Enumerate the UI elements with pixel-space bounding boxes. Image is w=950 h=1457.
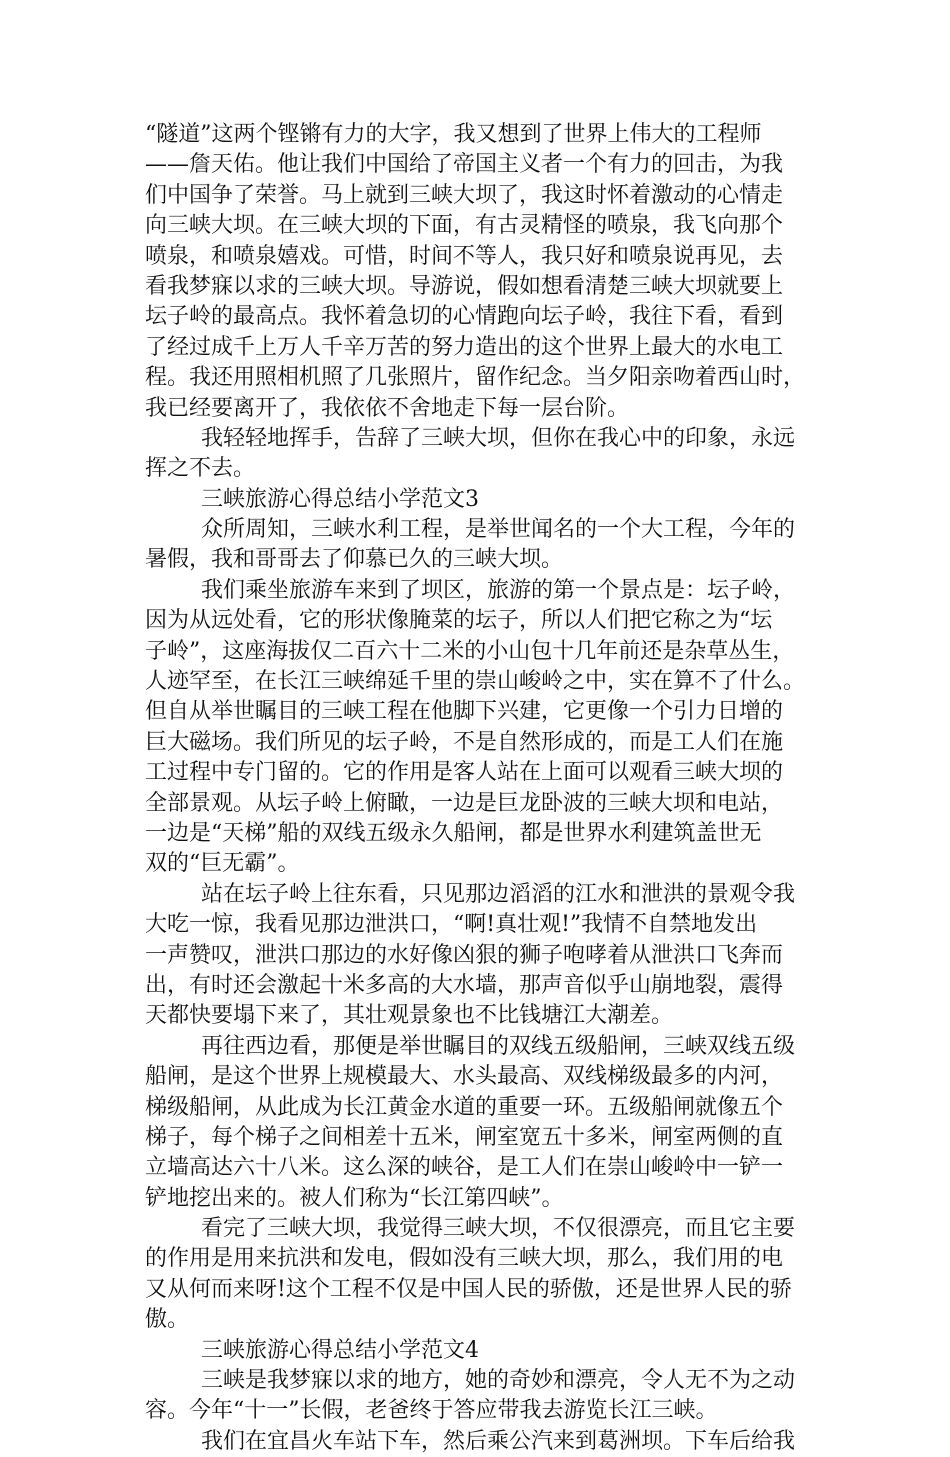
text-line: 一边是“天梯”船的双线五级永久船闸，都是世界水利建筑盖世无 [145,820,762,846]
text-line: 看完了三峡大坝，我觉得三峡大坝，不仅很漂亮，而且它主要 [201,1216,796,1242]
text-line: 容。今年“十一”长假，老爸终于答应带我去游览长江三峡。 [145,1398,718,1424]
text-line: 大吃一惊，我看见那边泄洪口，“啊!真壮观!”我情不自禁地发出 [145,912,758,938]
text-line: 子岭”，这座海拔仅二百六十二米的小山包十几年前还是杂草丛生， [145,638,795,664]
text-line: 我轻轻地挥手，告辞了三峡大坝，但你在我心中的印象，永远 [201,425,796,451]
text-line: 看我梦寐以求的三峡大坝。导游说，假如想看清楚三峡大坝就要上 [145,273,784,299]
text-line: 程。我还用照相机照了几张照片，留作纪念。当夕阳亲吻着西山时， [145,365,806,391]
text-line: 铲地挖出来的。被人们称为“长江第四峡”。 [145,1185,564,1211]
text-line: 向三峡大坝。在三峡大坝的下面，有古灵精怪的喷泉，我飞向那个 [145,213,784,239]
text-line: 双的“巨无霸”。 [145,851,300,877]
text-line: 们中国争了荣誉。马上就到三峡大坝了，我这时怀着激动的心情走 [145,182,784,208]
text-line: 挥之不去。 [145,456,256,482]
text-line: 的作用是用来抗洪和发电，假如没有三峡大坝，那么，我们用的电 [145,1246,784,1272]
text-line: 全部景观。从坛子岭上俯瞰，一边是巨龙卧波的三峡大坝和电站， [145,790,784,816]
text-line: 人迹罕至，在长江三峡绵延千里的崇山峻岭之中，实在算不了什么。 [145,669,806,695]
text-line: 天都快要塌下来了，其壮观景象也不比钱塘江大潮差。 [145,1003,674,1029]
text-line: 梯子，每个梯子之间相差十五米，闸室宽五十多米，闸室两侧的直 [145,1124,784,1150]
text-line: 我们在宜昌火车站下车，然后乘公汽来到葛洲坝。下车后给我 [201,1428,796,1454]
text-line: 我已经要离开了，我依依不舍地走下每一层台阶。 [145,395,630,421]
text-line: 立墙高达六十八米。这么深的峡谷，是工人们在崇山峻岭中一铲一 [145,1155,784,1181]
text-line: 又从何而来呀!这个工程不仅是中国人民的骄傲，还是世界人民的骄 [145,1276,792,1302]
text-line: 因为从远处看，它的形状像腌菜的坛子，所以人们把它称之为“坛 [145,608,773,634]
text-line: 船闸，是这个世界上规模最大、水头最高、双线梯级最多的内河， [145,1064,784,1090]
text-line: 巨大磁场。我们所见的坛子岭，不是自然形成的，而是工人们在施 [145,729,784,755]
document-body [145,120,810,1457]
text-line: 出，有时还会激起十米多高的大水墙，那声音似乎山崩地裂，震得 [145,972,784,998]
text-line: 傲。 [145,1307,190,1333]
text-line: “隧道”这两个铿锵有力的大字，我又想到了世界上伟大的工程师 [145,122,762,147]
text-line: 三峡旅游心得总结小学范文3 [201,486,479,512]
text-line: 众所周知，三峡水利工程，是举世闻名的一个大工程，今年的 [201,517,796,543]
text-line: 但自从举世瞩目的三峡工程在他脚下兴建，它更像一个引力日增的 [145,699,784,725]
text-line: 三峡旅游心得总结小学范文4 [201,1337,479,1363]
text-line: 坛子岭的最高点。我怀着急切的心情跑向坛子岭，我往下看，看到 [145,304,784,330]
text-line: 站在坛子岭上往东看，只见那边滔滔的江水和泄洪的景观令我 [201,881,796,907]
text-line: 梯级船闸，从此成为长江黄金水道的重要一环。五级船闸就像五个 [145,1094,784,1120]
text-line: 工过程中专门留的。它的作用是客人站在上面可以观看三峡大坝的 [145,760,784,786]
text-line: 一声赞叹，泄洪口那边的水好像凶狠的狮子咆哮着从泄洪口飞奔而 [145,942,784,968]
text-line: 了经过成千上万人千辛万苦的努力造出的这个世界上最大的水电工 [145,334,784,360]
text-line: ——詹天佑。他让我们中国给了帝国主义者一个有力的回击，为我 [145,152,784,178]
text-line: 我们乘坐旅游车来到了坝区，旅游的第一个景点是：坛子岭， [201,577,796,603]
text-line: 暑假，我和哥哥去了仰慕已久的三峡大坝。 [145,547,564,573]
text-line: 再往西边看，那便是举世瞩目的双线五级船闸，三峡双线五级 [201,1033,796,1059]
text-line: 三峡是我梦寐以求的地方，她的奇妙和漂亮，令人无不为之动 [201,1368,796,1394]
text-line: 喷泉，和喷泉嬉戏。可惜，时间不等人，我只好和喷泉说再见，去 [145,243,784,269]
